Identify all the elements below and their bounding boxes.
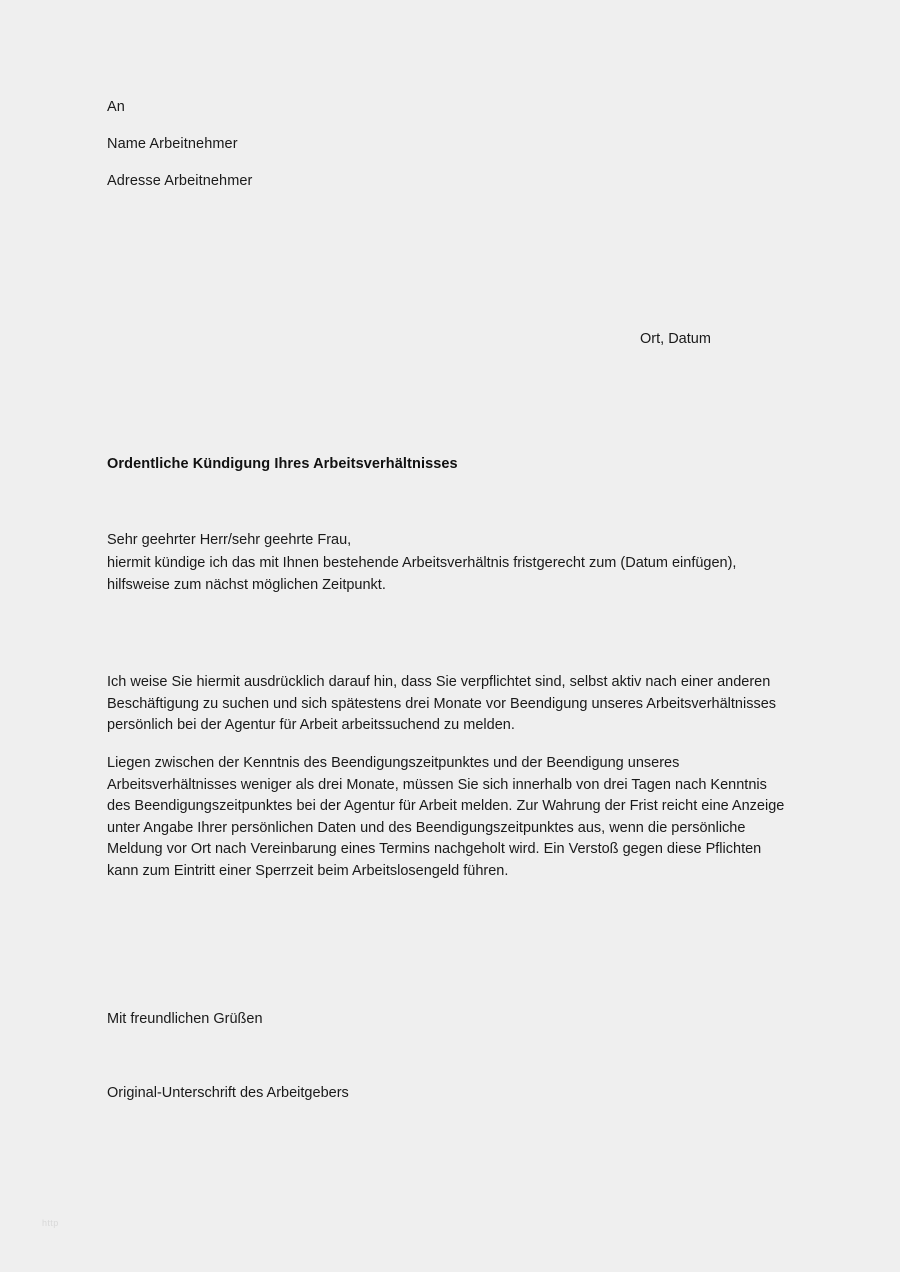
letter-closing: Mit freundlichen Grüßen [107,1010,263,1027]
letter-salutation: Sehr geehrter Herr/sehr geehrte Frau, [107,531,352,548]
letter-paragraph-2: Ich weise Sie hiermit ausdrücklich darauf hin, dass Sie verpflichtet sind, selbst aktiv nach einer anderen Beschäftigung zu suchen und sich spätestens drei Monate vor Beendigung unseres Arbeitsverhältnisses persönlich bei der Agentur für Arbeit arbeitssuchend zu melden. [107,674,777,733]
letter-body [107,99,797,1101]
recipient-line-3: Adresse Arbeitnehmer [107,173,253,189]
watermark-text: http [42,1218,59,1228]
signature-label: Original-Unterschrift des Arbeitgebers [107,1084,349,1101]
recipient-line-1: An [107,99,125,115]
place-date: Ort, Datum [640,331,711,347]
letter-paragraph-3: Liegen zwischen der Kenntnis des Beendigungszeitpunktes und der Beendigung unseres Arbeitsverhältnisses weniger als drei Monate, müssen Sie sich innerhalb von drei Tagen nach Kenntnis des Beendigungszeitpunktes bei der Agentur für Arbeit melden. Zur Wahrung der Frist reicht eine Anzeige unter Angabe Ihrer persönlichen Daten und des Beendigungszeitpunktes aus, wenn die persönliche Meldung vor Ort nach Vereinbarung eines Termins nachgeholt wird. Ein Verstoß gegen diese Pflichten kann zum Eintritt einer Sperrzeit beim Arbeitslosengeld führen. [107,755,785,879]
recipient-line-2: Name Arbeitnehmer [107,136,238,152]
letter-paragraph-1: hiermit kündige ich das mit Ihnen bestehende Arbeitsverhältnis fristgerecht zum (Datum einfügen), hilfsweise zum nächst möglichen Zeitpunkt. [107,555,737,593]
recipient-block [107,100,797,189]
letter-subject: Ordentliche Kündigung Ihres Arbeitsverhältnisses [107,455,458,472]
